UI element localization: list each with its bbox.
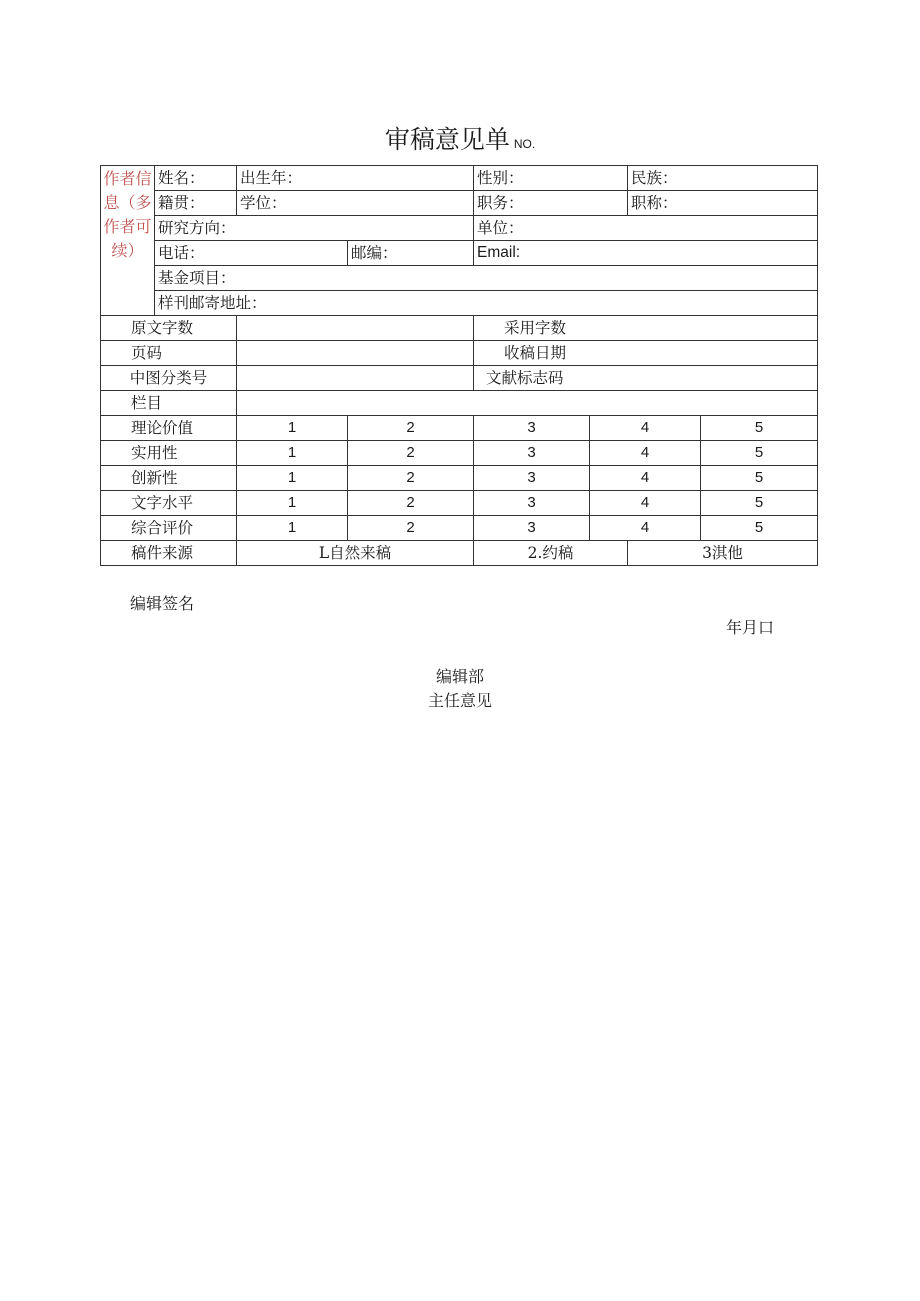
original-word-count-value[interactable] <box>237 316 474 341</box>
page-number-label: 页码 <box>101 341 237 366</box>
editor-signature-label: 编辑签名 <box>130 594 195 613</box>
rating-label: 创新性 <box>101 466 237 491</box>
rating-row-practical <box>101 441 818 466</box>
rating-option-1[interactable]: 1 <box>237 441 348 466</box>
rating-option-2[interactable]: 2 <box>348 466 474 491</box>
column-label: 栏目 <box>101 391 237 416</box>
rating-option-1[interactable]: 1 <box>237 516 348 541</box>
source-row <box>101 541 818 566</box>
page-number-value[interactable] <box>237 341 474 366</box>
name-field[interactable]: 姓名： <box>155 166 237 191</box>
date-label: 年月口 <box>726 618 775 637</box>
received-date-label[interactable]: 收稿日期 <box>474 341 818 366</box>
author-row-5 <box>101 266 818 291</box>
rating-option-4[interactable]: 4 <box>590 416 701 441</box>
rating-option-5[interactable]: 5 <box>701 491 818 516</box>
title-text: 审稿意见单 <box>384 125 510 154</box>
dept-label: 编辑部 <box>435 667 484 686</box>
rating-option-2[interactable]: 2 <box>348 416 474 441</box>
phone-field[interactable]: 电话： <box>155 241 348 266</box>
rating-option-4[interactable]: 4 <box>590 491 701 516</box>
clc-number-value[interactable] <box>237 366 474 391</box>
source-option-other[interactable]: 3淇他 <box>628 541 818 566</box>
author-row-1 <box>101 166 818 191</box>
manuscript-row-4 <box>101 391 818 416</box>
rating-label: 实用性 <box>101 441 237 466</box>
mailing-address-field[interactable]: 样刊邮寄地址： <box>155 291 818 316</box>
rating-option-5[interactable]: 5 <box>701 441 818 466</box>
rating-option-3[interactable]: 3 <box>474 516 590 541</box>
manuscript-row-2 <box>101 341 818 366</box>
rating-row-writing <box>101 491 818 516</box>
gender-field[interactable]: 性别： <box>474 166 628 191</box>
title-number: NO. <box>513 137 536 151</box>
rating-option-1[interactable]: 1 <box>237 416 348 441</box>
affiliation-field[interactable]: 单位： <box>474 216 818 241</box>
author-row-2 <box>101 191 818 216</box>
source-option-invited[interactable]: 2.约稿 <box>474 541 628 566</box>
rating-option-2[interactable]: 2 <box>348 491 474 516</box>
rating-option-3[interactable]: 3 <box>474 441 590 466</box>
rating-row-innovation <box>101 466 818 491</box>
document-code-label[interactable]: 文献标志码 <box>474 366 818 391</box>
page-title <box>0 120 920 156</box>
rating-option-4[interactable]: 4 <box>590 466 701 491</box>
column-value[interactable] <box>237 391 818 416</box>
rating-option-3[interactable]: 3 <box>474 491 590 516</box>
rating-row-overall <box>101 516 818 541</box>
rating-option-4[interactable]: 4 <box>590 516 701 541</box>
source-label: 稿件来源 <box>101 541 237 566</box>
manuscript-row-1 <box>101 316 818 341</box>
native-place-field[interactable]: 籍贯： <box>155 191 237 216</box>
birth-year-field[interactable]: 出生年： <box>237 166 474 191</box>
rating-row-theory <box>101 416 818 441</box>
rating-option-5[interactable]: 5 <box>701 466 818 491</box>
manuscript-row-3 <box>101 366 818 391</box>
research-field[interactable]: 研究方向： <box>155 216 474 241</box>
email-field[interactable]: Email: <box>474 241 818 266</box>
fund-project-field[interactable]: 基金项目： <box>155 266 818 291</box>
degree-field[interactable]: 学位： <box>237 191 474 216</box>
clc-number-label: 中图分类号 <box>101 366 237 391</box>
rating-label: 综合评价 <box>101 516 237 541</box>
director-opinion-label: 主任意见 <box>427 691 492 710</box>
ethnicity-field[interactable]: 民族： <box>628 166 818 191</box>
rating-option-4[interactable]: 4 <box>590 441 701 466</box>
rating-label: 理论价值 <box>101 416 237 441</box>
author-row-4 <box>101 241 818 266</box>
original-word-count-label: 原文字数 <box>101 316 237 341</box>
author-row-3 <box>101 216 818 241</box>
position-field[interactable]: 职务： <box>474 191 628 216</box>
postcode-field[interactable]: 邮编： <box>348 241 474 266</box>
author-info-label: 作者信息（多作者可续） <box>101 166 155 316</box>
title-rank-field[interactable]: 职称： <box>628 191 818 216</box>
rating-option-5[interactable]: 5 <box>701 416 818 441</box>
rating-option-1[interactable]: 1 <box>237 466 348 491</box>
rating-option-1[interactable]: 1 <box>237 491 348 516</box>
rating-option-5[interactable]: 5 <box>701 516 818 541</box>
review-form-table <box>100 165 818 566</box>
rating-option-3[interactable]: 3 <box>474 416 590 441</box>
rating-label: 文字水平 <box>101 491 237 516</box>
rating-option-3[interactable]: 3 <box>474 466 590 491</box>
author-row-6 <box>101 291 818 316</box>
source-option-unsolicited[interactable]: L自然来稿 <box>237 541 474 566</box>
rating-option-2[interactable]: 2 <box>348 441 474 466</box>
rating-option-2[interactable]: 2 <box>348 516 474 541</box>
adopted-word-count-label[interactable]: 采用字数 <box>474 316 818 341</box>
